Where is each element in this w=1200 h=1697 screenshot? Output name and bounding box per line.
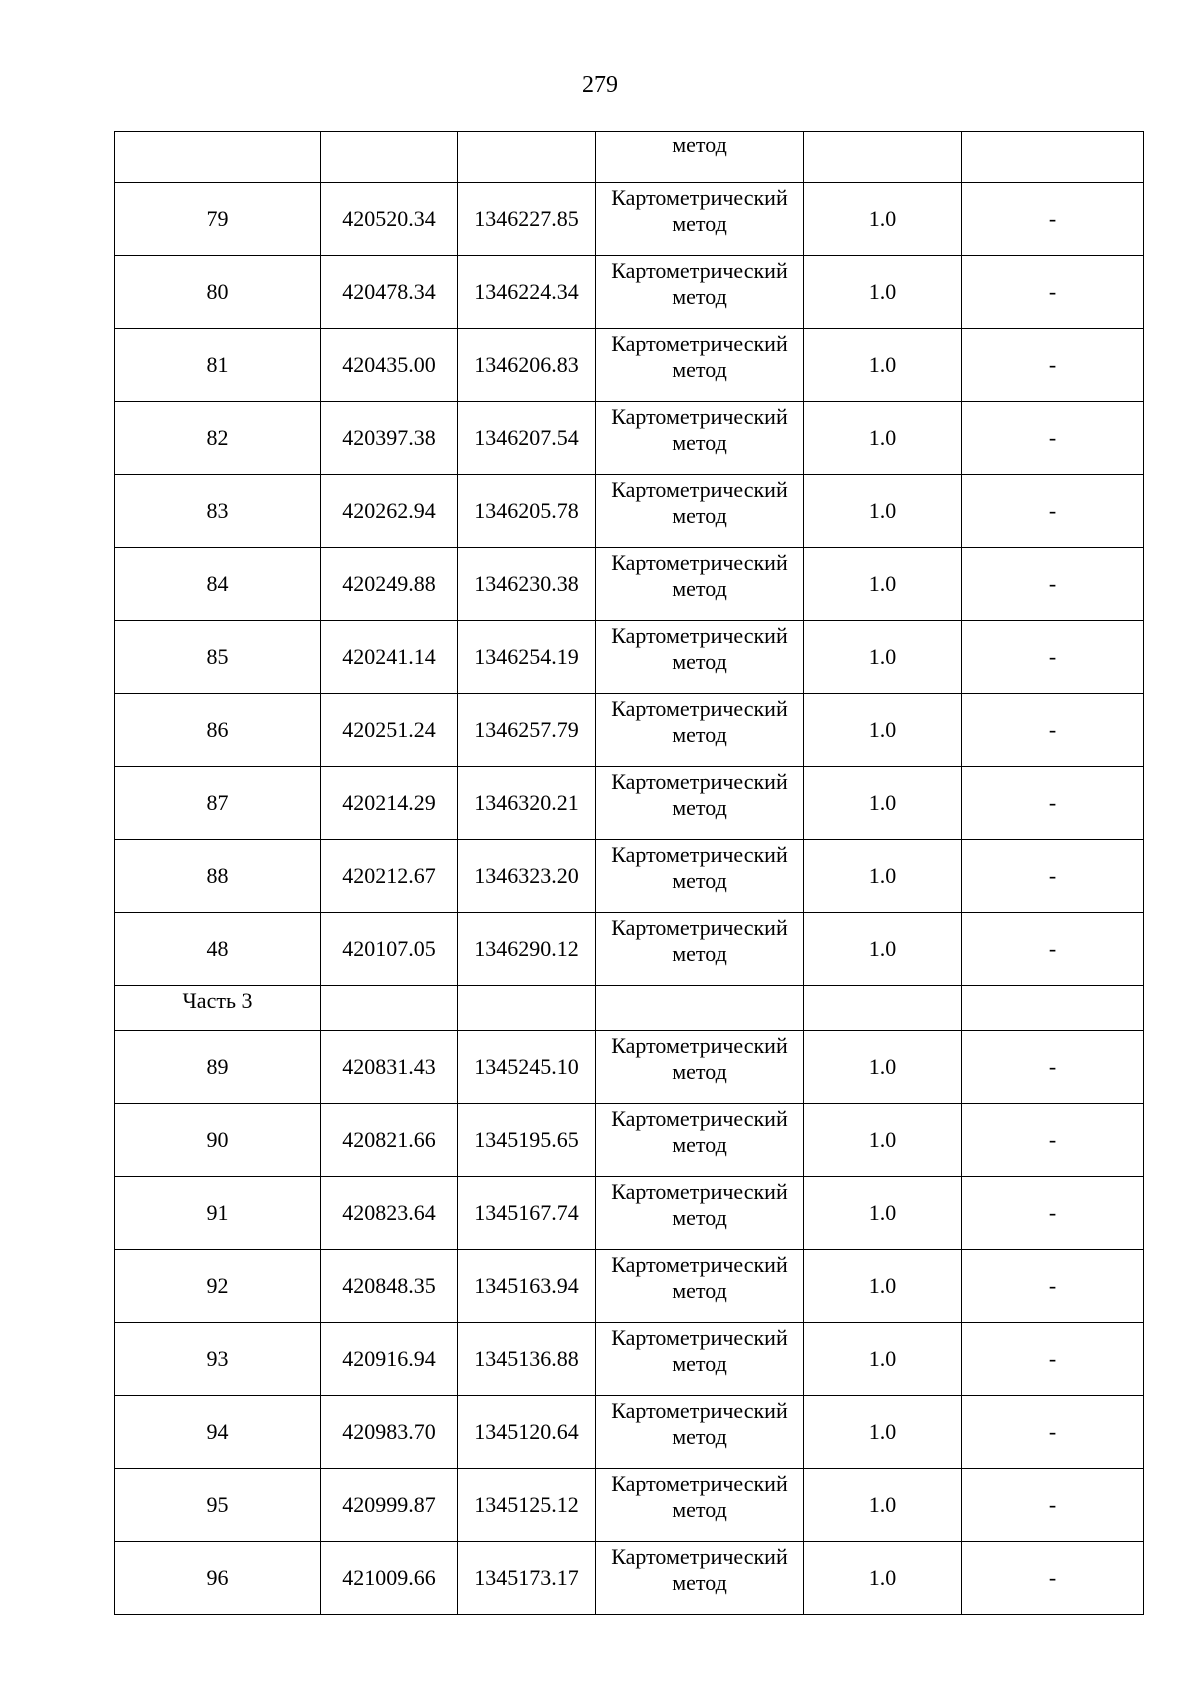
y-cell: 1345120.64 — [458, 1396, 596, 1469]
x-cell: 420916.94 — [321, 1323, 458, 1396]
point-cell: 91 — [115, 1177, 321, 1250]
point-cell: 80 — [115, 256, 321, 329]
x-cell: 420983.70 — [321, 1396, 458, 1469]
method-line-1: Картометрический — [611, 769, 788, 794]
method-line-1: Картометрический — [611, 1398, 788, 1423]
y-cell: 1345173.17 — [458, 1542, 596, 1615]
method-line-1: Картометрический — [611, 1471, 788, 1496]
y-cell: 1345167.74 — [458, 1177, 596, 1250]
table-row — [115, 767, 1144, 840]
x-cell: 420107.05 — [321, 913, 458, 986]
empty-cell — [962, 986, 1144, 1031]
section-label: Часть 3 — [115, 986, 321, 1031]
method-cell — [596, 1031, 804, 1104]
method-line-1: Картометрический — [611, 696, 788, 721]
note-cell — [962, 132, 1144, 183]
method-line-1: Картометрический — [611, 915, 788, 940]
point-cell: 87 — [115, 767, 321, 840]
x-cell: 420848.35 — [321, 1250, 458, 1323]
point-cell: 94 — [115, 1396, 321, 1469]
method-line-1: Картометрический — [611, 1179, 788, 1204]
y-cell: 1346207.54 — [458, 402, 596, 475]
x-cell: 420520.34 — [321, 183, 458, 256]
note-cell: - — [962, 1396, 1144, 1469]
accuracy-cell: 1.0 — [804, 475, 962, 548]
method-line-2: метод — [672, 1497, 727, 1522]
x-cell: 420831.43 — [321, 1031, 458, 1104]
note-cell: - — [962, 1031, 1144, 1104]
note-cell: - — [962, 767, 1144, 840]
method-line-2: метод — [672, 284, 727, 309]
method-line-2: метод — [672, 1132, 727, 1157]
method-line-2: метод — [672, 1351, 727, 1376]
method-cell — [596, 548, 804, 621]
method-line-2: метод — [672, 868, 727, 893]
note-cell: - — [962, 1469, 1144, 1542]
accuracy-cell: 1.0 — [804, 621, 962, 694]
method-line-2: метод — [672, 1424, 727, 1449]
note-cell: - — [962, 1542, 1144, 1615]
method-line-2: метод — [672, 576, 727, 601]
note-cell: - — [962, 913, 1144, 986]
method-cell — [596, 475, 804, 548]
y-cell: 1345195.65 — [458, 1104, 596, 1177]
method-line-2: метод — [672, 1205, 727, 1230]
method-cell — [596, 694, 804, 767]
note-cell: - — [962, 402, 1144, 475]
method-cell — [596, 1469, 804, 1542]
method-line-1: Картометрический — [611, 842, 788, 867]
x-cell: 420249.88 — [321, 548, 458, 621]
method-line-2: метод — [672, 941, 727, 966]
note-cell: - — [962, 1104, 1144, 1177]
accuracy-cell: 1.0 — [804, 183, 962, 256]
method-line-2: метод — [672, 649, 727, 674]
table-row — [115, 1469, 1144, 1542]
method-cell — [596, 402, 804, 475]
accuracy-cell — [804, 132, 962, 183]
method-line-2: метод — [672, 1278, 727, 1303]
y-cell: 1345125.12 — [458, 1469, 596, 1542]
accuracy-cell: 1.0 — [804, 840, 962, 913]
table-row — [115, 475, 1144, 548]
note-cell: - — [962, 840, 1144, 913]
table-row — [115, 1031, 1144, 1104]
x-cell — [321, 132, 458, 183]
y-cell: 1346290.12 — [458, 913, 596, 986]
method-line-2: метод — [672, 1059, 727, 1084]
table-row — [115, 548, 1144, 621]
empty-cell — [321, 986, 458, 1031]
y-cell: 1346323.20 — [458, 840, 596, 913]
x-cell: 420214.29 — [321, 767, 458, 840]
method-line-2: метод — [672, 722, 727, 747]
method-line-1: Картометрический — [611, 331, 788, 356]
method-cell — [596, 256, 804, 329]
accuracy-cell: 1.0 — [804, 913, 962, 986]
table-row — [115, 694, 1144, 767]
method-cell — [596, 1396, 804, 1469]
method-line-1: Картометрический — [611, 477, 788, 502]
y-cell: 1345245.10 — [458, 1031, 596, 1104]
note-cell: - — [962, 548, 1144, 621]
note-cell: - — [962, 1177, 1144, 1250]
point-cell: 92 — [115, 1250, 321, 1323]
point-cell: 82 — [115, 402, 321, 475]
method-cell: метод — [596, 132, 804, 183]
method-line-2: метод — [672, 430, 727, 455]
x-cell: 420821.66 — [321, 1104, 458, 1177]
method-line-1: Картометрический — [611, 1106, 788, 1131]
note-cell: - — [962, 621, 1144, 694]
empty-cell — [804, 986, 962, 1031]
method-line-1: Картометрический — [611, 1033, 788, 1058]
table-row — [115, 1396, 1144, 1469]
accuracy-cell: 1.0 — [804, 1396, 962, 1469]
method-line-2: метод — [672, 1570, 727, 1595]
point-cell: 89 — [115, 1031, 321, 1104]
x-cell: 420397.38 — [321, 402, 458, 475]
y-cell: 1345136.88 — [458, 1323, 596, 1396]
accuracy-cell: 1.0 — [804, 1469, 962, 1542]
point-cell: 88 — [115, 840, 321, 913]
point-cell: 48 — [115, 913, 321, 986]
table-row — [115, 913, 1144, 986]
table-row — [115, 329, 1144, 402]
method-line-2: метод — [672, 795, 727, 820]
method-line-1: Картометрический — [611, 550, 788, 575]
point-cell: 90 — [115, 1104, 321, 1177]
y-cell: 1346206.83 — [458, 329, 596, 402]
point-cell: 81 — [115, 329, 321, 402]
table-row — [115, 402, 1144, 475]
point-cell: 86 — [115, 694, 321, 767]
x-cell: 420823.64 — [321, 1177, 458, 1250]
x-cell: 420435.00 — [321, 329, 458, 402]
y-cell: 1345163.94 — [458, 1250, 596, 1323]
table-row — [115, 1250, 1144, 1323]
y-cell: 1346224.34 — [458, 256, 596, 329]
accuracy-cell: 1.0 — [804, 767, 962, 840]
empty-cell — [596, 986, 804, 1031]
method-line-2: метод — [672, 503, 727, 528]
accuracy-cell: 1.0 — [804, 1542, 962, 1615]
method-cell — [596, 840, 804, 913]
point-cell: 83 — [115, 475, 321, 548]
empty-cell — [458, 986, 596, 1031]
y-cell: 1346320.21 — [458, 767, 596, 840]
point-cell: 96 — [115, 1542, 321, 1615]
table-row — [115, 1104, 1144, 1177]
x-cell: 420262.94 — [321, 475, 458, 548]
table-row — [115, 1323, 1144, 1396]
method-line-2: метод — [672, 211, 727, 236]
table-row — [115, 621, 1144, 694]
x-cell: 420251.24 — [321, 694, 458, 767]
point-cell: 93 — [115, 1323, 321, 1396]
accuracy-cell: 1.0 — [804, 1104, 962, 1177]
accuracy-cell: 1.0 — [804, 402, 962, 475]
method-line-1: Картометрический — [611, 1252, 788, 1277]
x-cell: 420478.34 — [321, 256, 458, 329]
y-cell: 1346254.19 — [458, 621, 596, 694]
method-cell — [596, 767, 804, 840]
method-cell — [596, 1323, 804, 1396]
note-cell: - — [962, 256, 1144, 329]
coordinates-table — [114, 131, 1144, 1615]
note-cell: - — [962, 329, 1144, 402]
accuracy-cell: 1.0 — [804, 548, 962, 621]
method-line-1: Картометрический — [611, 258, 788, 283]
table-row — [115, 840, 1144, 913]
y-cell: 1346257.79 — [458, 694, 596, 767]
note-cell: - — [962, 183, 1144, 256]
method-cell — [596, 1104, 804, 1177]
accuracy-cell: 1.0 — [804, 694, 962, 767]
continuation-row — [115, 132, 1144, 183]
x-cell: 421009.66 — [321, 1542, 458, 1615]
method-cell — [596, 1177, 804, 1250]
y-cell: 1346227.85 — [458, 183, 596, 256]
method-line-1: Картометрический — [611, 1325, 788, 1350]
table-row — [115, 256, 1144, 329]
note-cell: - — [962, 475, 1144, 548]
x-cell: 420212.67 — [321, 840, 458, 913]
method-line-1: Картометрический — [611, 185, 788, 210]
note-cell: - — [962, 694, 1144, 767]
method-line-1: Картометрический — [611, 623, 788, 648]
page-number: 279 — [582, 72, 618, 98]
method-cell — [596, 621, 804, 694]
method-cell — [596, 329, 804, 402]
table-row — [115, 183, 1144, 256]
point-cell: 84 — [115, 548, 321, 621]
y-cell: 1346205.78 — [458, 475, 596, 548]
note-cell: - — [962, 1250, 1144, 1323]
section-row — [115, 986, 1144, 1031]
note-cell: - — [962, 1323, 1144, 1396]
accuracy-cell: 1.0 — [804, 329, 962, 402]
method-line-1: Картометрический — [611, 404, 788, 429]
point-cell: 85 — [115, 621, 321, 694]
y-cell — [458, 132, 596, 183]
method-cell — [596, 913, 804, 986]
accuracy-cell: 1.0 — [804, 1323, 962, 1396]
table-row — [115, 1177, 1144, 1250]
method-line-2: метод — [672, 357, 727, 382]
method-cell — [596, 1542, 804, 1615]
x-cell: 420999.87 — [321, 1469, 458, 1542]
method-cell — [596, 183, 804, 256]
point-cell: 79 — [115, 183, 321, 256]
accuracy-cell: 1.0 — [804, 1250, 962, 1323]
table-row — [115, 1542, 1144, 1615]
y-cell: 1346230.38 — [458, 548, 596, 621]
point-cell: 95 — [115, 1469, 321, 1542]
table-body — [115, 132, 1144, 1615]
point-cell — [115, 132, 321, 183]
accuracy-cell: 1.0 — [804, 1031, 962, 1104]
accuracy-cell: 1.0 — [804, 1177, 962, 1250]
method-line-1: Картометрический — [611, 1544, 788, 1569]
accuracy-cell: 1.0 — [804, 256, 962, 329]
x-cell: 420241.14 — [321, 621, 458, 694]
method-cell — [596, 1250, 804, 1323]
